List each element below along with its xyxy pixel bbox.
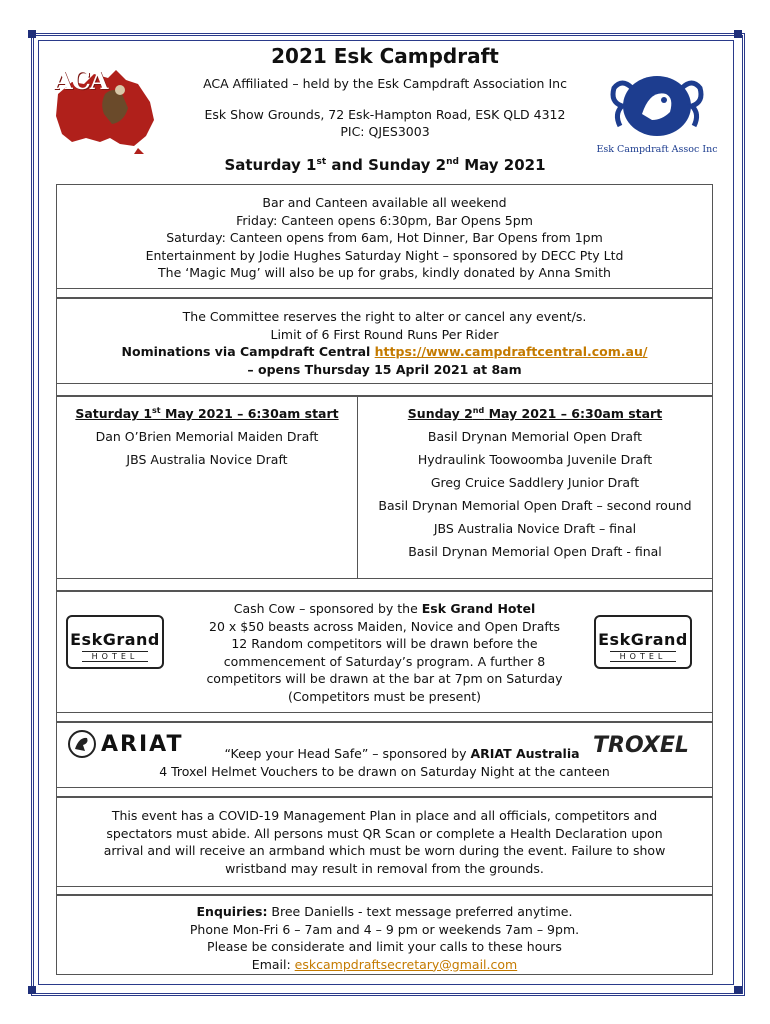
sunday-event: Hydraulink Toowoomba Juvenile Draft <box>417 452 653 468</box>
aca-logo-text: ACA <box>54 66 108 95</box>
covid-box <box>56 797 713 887</box>
date-sat-sup: st <box>316 157 327 167</box>
section-divider <box>56 713 713 722</box>
cash-cow-line: competitors will be drawn at the bar at 7pm on Saturday <box>206 671 563 686</box>
covid-line: arrival and will receive an armband which must be worn during the event. Failure to show <box>103 843 666 858</box>
section-divider <box>56 887 713 895</box>
considerate-line: Please be considerate and limit your calls to these hours <box>207 939 562 954</box>
email-line: Email: eskcampdraftsecretary@gmail.com <box>251 956 518 972</box>
bar-line: Saturday: Canteen opens from 6am, Hot Dinner, Bar Opens from 1pm <box>166 230 603 245</box>
committee-line: The Committee reserves the right to alter or cancel any event/s. <box>182 309 587 324</box>
ariat-logo: ARIAT <box>67 729 183 759</box>
schedule-table <box>56 396 713 579</box>
covid-line: spectators must abide. All persons must QR Scan or complete a Health Declaration upon <box>106 825 663 841</box>
troxel-logo: TROXEL <box>593 733 689 758</box>
esk-grand-hotel-logo: EskGrand HOTEL <box>66 615 164 669</box>
nominations-label: Nominations via Campdraft Central <box>121 344 375 359</box>
section-divider <box>56 384 713 396</box>
esk-grand-hotel-logo: EskGrand HOTEL <box>594 615 692 669</box>
runs-limit-line: Limit of 6 First Round Runs Per Rider <box>270 326 499 342</box>
corner-ornament <box>28 30 36 38</box>
corner-ornament <box>734 986 742 994</box>
pic-text: PIC: QJES3003 <box>340 124 430 139</box>
section-divider <box>56 788 713 797</box>
saturday-event: JBS Australia Novice Draft <box>126 452 288 468</box>
sunday-title: Sunday 2nd May 2021 – 6:30am start <box>407 406 663 422</box>
date-sun: and Sunday 2 <box>326 156 447 174</box>
sunday-event: Greg Cruice Saddlery Junior Draft <box>430 475 640 491</box>
saturday-event: Dan O’Brien Memorial Maiden Draft <box>95 429 319 445</box>
enquiries-box <box>56 895 713 975</box>
affiliation-text: ACA Affiliated – held by the Esk Campdraft Association Inc <box>203 76 567 91</box>
covid-line: This event has a COVID-19 Management Plan in place and all officials, competitors and <box>111 808 658 823</box>
nominations-line <box>57 343 712 361</box>
event-dates <box>0 156 770 174</box>
sunday-event: Basil Drynan Memorial Open Draft - final <box>408 544 662 560</box>
aca-logo <box>50 64 162 156</box>
date-sun-sup: nd <box>446 157 459 167</box>
sunday-column <box>358 406 712 559</box>
cash-cow-line: (Competitors must be present) <box>287 688 482 704</box>
covid-line: wristband may result in removal from the grounds. <box>225 860 544 876</box>
venue-text: Esk Show Grounds, 72 Esk-Hampton Road, ESK QLD 4312 <box>204 107 566 122</box>
campdraft-central-link[interactable]: https://www.campdraftcentral.com.au/ <box>374 344 648 359</box>
bar-line: Bar and Canteen available all weekend <box>262 195 507 210</box>
cash-cow-title: Cash Cow – sponsored by the Esk Grand Hotel <box>233 601 536 616</box>
date-sat: Saturday 1 <box>224 156 317 174</box>
cash-cow-line: 20 x $50 beasts across Maiden, Novice and Open Drafts <box>209 618 560 634</box>
helmet-vouchers-line: 4 Troxel Helmet Vouchers to be drawn on Saturday Night at the canteen <box>159 764 610 779</box>
sunday-event: Basil Drynan Memorial Open Draft – second round <box>378 498 692 514</box>
assoc-logo-caption: Esk Campdraft Assoc Inc <box>596 144 718 155</box>
ariat-horse-icon <box>67 729 97 759</box>
bar-line: The ‘Magic Mug’ will also be up for grabs, kindly donated by Anna Smith <box>158 265 611 280</box>
bar-line: Friday: Canteen opens 6:30pm, Bar Opens 5pm <box>236 212 533 228</box>
cash-cow-line: commencement of Saturday’s program. A further 8 <box>223 653 546 669</box>
saturday-column <box>57 406 357 467</box>
section-divider <box>56 289 713 298</box>
bar-canteen-box <box>56 184 713 289</box>
corner-ornament <box>28 986 36 994</box>
helmet-box <box>56 722 713 788</box>
page-title: 2021 Esk Campdraft <box>271 44 499 68</box>
secretary-email-link[interactable]: eskcampdraftsecretary@gmail.com <box>294 956 518 972</box>
enquiries-line: Enquiries: Bree Daniells - text message preferred anytime. <box>196 904 573 919</box>
helmet-title: “Keep your Head Safe” – sponsored by ARIAT Australia <box>224 746 580 761</box>
nominations-open-date: – opens Thursday 15 April 2021 at 8am <box>247 361 522 377</box>
date-tail: May 2021 <box>458 156 546 174</box>
esk-campdraft-assoc-logo <box>592 68 722 160</box>
phone-hours-line: Phone Mon-Fri 6 – 7am and 4 – 9 pm or weekends 7am – 9pm. <box>189 921 580 937</box>
saturday-title: Saturday 1st May 2021 – 6:30am start <box>75 406 339 422</box>
corner-ornament <box>734 30 742 38</box>
bar-line: Entertainment by Jodie Hughes Saturday Night – sponsored by DECC Pty Ltd <box>145 247 624 263</box>
sunday-event: Basil Drynan Memorial Open Draft <box>427 429 643 445</box>
sunday-event: JBS Australia Novice Draft – final <box>433 521 637 537</box>
cash-cow-line: 12 Random competitors will be drawn before the <box>231 636 538 651</box>
committee-box <box>56 298 713 384</box>
section-divider <box>56 579 713 591</box>
